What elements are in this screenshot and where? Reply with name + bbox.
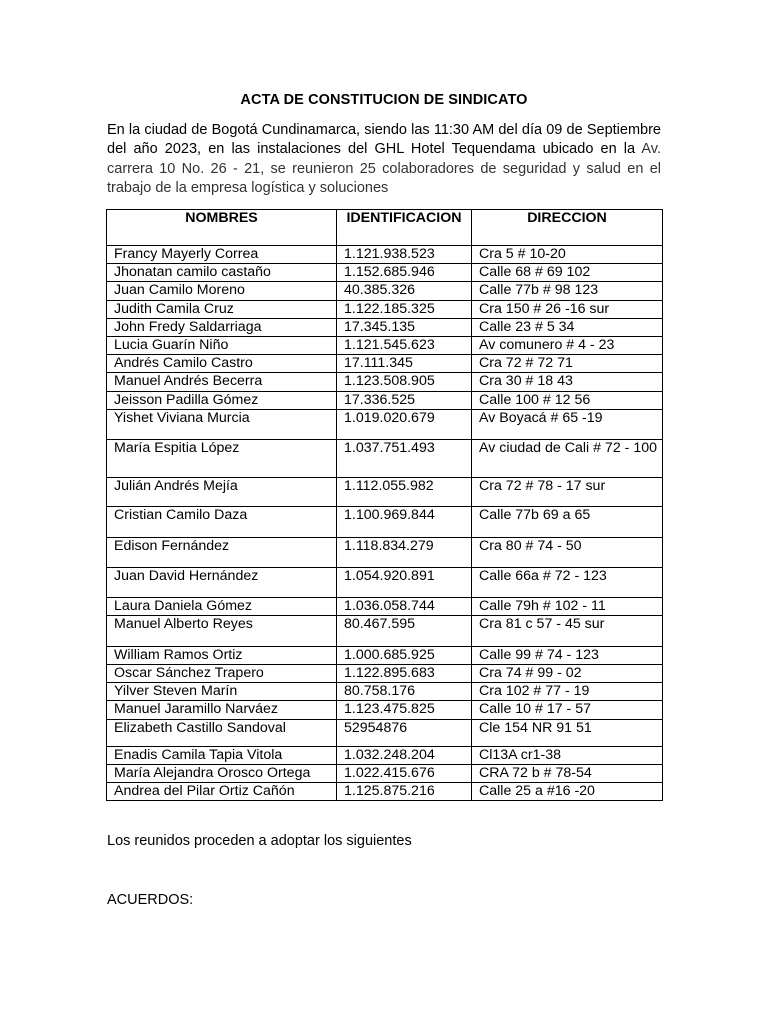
cell-name: Juan David Hernández xyxy=(107,567,337,598)
table-row xyxy=(107,264,663,282)
table-row xyxy=(107,439,663,477)
cell-name: Yishet Viviana Murcia xyxy=(107,409,337,439)
cell-name: Elizabeth Castillo Sandoval xyxy=(107,719,337,746)
table-row xyxy=(107,282,663,300)
cell-name: Francy Mayerly Correa xyxy=(107,246,337,264)
cell-address: Cra 102 # 77 - 19 xyxy=(472,683,663,701)
cell-address: Calle 100 # 12 56 xyxy=(472,391,663,409)
cell-name: Juan Camilo Moreno xyxy=(107,282,337,300)
cell-address: Calle 79h # 102 - 11 xyxy=(472,598,663,616)
cell-address: Av Boyacá # 65 -19 xyxy=(472,409,663,439)
table-row xyxy=(107,616,663,647)
cell-name: Cristian Camilo Daza xyxy=(107,507,337,538)
cell-name: William Ramos Ortiz xyxy=(107,646,337,664)
cell-address: Av ciudad de Cali # 72 - 100 xyxy=(472,439,663,477)
cell-id: 1.122.185.325 xyxy=(337,300,472,318)
cell-name: Andrés Camilo Castro xyxy=(107,355,337,373)
cell-address: Calle 99 # 74 - 123 xyxy=(472,646,663,664)
cell-id: 80.758.176 xyxy=(337,683,472,701)
cell-name: Oscar Sánchez Trapero xyxy=(107,665,337,683)
cell-name: Yilver Steven Marín xyxy=(107,683,337,701)
cell-name: Lucia Guarín Niño xyxy=(107,336,337,354)
cell-address: Cle 154 NR 91 51 xyxy=(472,719,663,746)
cell-id: 17.345.135 xyxy=(337,318,472,336)
cell-address: Cra 72 # 78 - 17 sur xyxy=(472,477,663,507)
cell-address: Cra 72 # 72 71 xyxy=(472,355,663,373)
table-row xyxy=(107,746,663,764)
cell-address: Cra 80 # 74 - 50 xyxy=(472,537,663,567)
cell-address: Cra 74 # 99 - 02 xyxy=(472,665,663,683)
header-direccion: DIRECCION xyxy=(472,210,663,246)
cell-address: Cra 150 # 26 -16 sur xyxy=(472,300,663,318)
cell-address: Cra 5 # 10-20 xyxy=(472,246,663,264)
cell-name: Manuel Alberto Reyes xyxy=(107,616,337,647)
cell-id: 17.336.525 xyxy=(337,391,472,409)
cell-address: Cra 81 c 57 - 45 sur xyxy=(472,616,663,647)
cell-id: 1.032.248.204 xyxy=(337,746,472,764)
cell-name: John Fredy Saldarriaga xyxy=(107,318,337,336)
header-nombres: NOMBRES xyxy=(107,210,337,246)
cell-name: Manuel Jaramillo Narváez xyxy=(107,701,337,719)
cell-id: 1.054.920.891 xyxy=(337,567,472,598)
table-row xyxy=(107,598,663,616)
cell-address: Av comunero # 4 - 23 xyxy=(472,336,663,354)
cell-id: 1.100.969.844 xyxy=(337,507,472,538)
table-row xyxy=(107,567,663,598)
acuerdos-heading: ACUERDOS: xyxy=(107,892,194,908)
cell-address: Calle 25 a #16 -20 xyxy=(472,783,663,801)
cell-id: 1.037.751.493 xyxy=(337,439,472,477)
cell-name: Laura Daniela Gómez xyxy=(107,598,337,616)
cell-address: Calle 66a # 72 - 123 xyxy=(472,567,663,598)
cell-address: Calle 77b # 98 123 xyxy=(472,282,663,300)
cell-name: Julián Andrés Mejía xyxy=(107,477,337,507)
cell-id: 1.121.545.623 xyxy=(337,336,472,354)
table-row xyxy=(107,665,663,683)
table-row xyxy=(107,246,663,264)
table-row xyxy=(107,318,663,336)
table-header-row xyxy=(107,210,663,246)
intro-main-text: En la ciudad de Bogotá Cundinamarca, siendo las 11:30 AM del día 09 de Septiembre del año 2023, en las instalaciones del GHL Hotel Tequendama ubicado en la xyxy=(107,122,661,158)
cell-id: 1.000.685.925 xyxy=(337,646,472,664)
cell-id: 1.122.895.683 xyxy=(337,665,472,683)
intro-tail-text: Av. carrera 10 No. 26 - 21, se reunieron 25 colaboradores de seguridad y salud en el trabajo de la empresa logística y soluciones xyxy=(107,141,661,196)
cell-name: Andrea del Pilar Ortiz Cañón xyxy=(107,783,337,801)
cell-id: 80.467.595 xyxy=(337,616,472,647)
cell-address: Calle 68 # 69 102 xyxy=(472,264,663,282)
table-row xyxy=(107,719,663,746)
cell-address: Cl13A cr1-38 xyxy=(472,746,663,764)
cell-id: 40.385.326 xyxy=(337,282,472,300)
cell-id: 1.118.834.279 xyxy=(337,537,472,567)
cell-name: Jeisson Padilla Gómez xyxy=(107,391,337,409)
cell-name: Enadis Camila Tapia Vitola xyxy=(107,746,337,764)
members-table xyxy=(106,209,663,801)
cell-id: 1.123.508.905 xyxy=(337,373,472,391)
document-title: ACTA DE CONSTITUCION DE SINDICATO xyxy=(240,92,528,108)
table-row xyxy=(107,507,663,538)
table-row xyxy=(107,373,663,391)
cell-name: Manuel Andrés Becerra xyxy=(107,373,337,391)
table-row xyxy=(107,391,663,409)
cell-id: 1.123.475.825 xyxy=(337,701,472,719)
table-row xyxy=(107,764,663,782)
cell-id: 1.152.685.946 xyxy=(337,264,472,282)
table-row xyxy=(107,683,663,701)
cell-address: Cra 30 # 18 43 xyxy=(472,373,663,391)
cell-id: 1.121.938.523 xyxy=(337,246,472,264)
table-row xyxy=(107,646,663,664)
table-row xyxy=(107,701,663,719)
cell-address: CRA 72 b # 78-54 xyxy=(472,764,663,782)
closing-paragraph: Los reunidos proceden a adoptar los siguientes xyxy=(107,833,412,849)
table-row xyxy=(107,336,663,354)
table-row xyxy=(107,783,663,801)
cell-name: María Espitia López xyxy=(107,439,337,477)
cell-id: 1.036.058.744 xyxy=(337,598,472,616)
table-row xyxy=(107,409,663,439)
cell-name: María Alejandra Orosco Ortega xyxy=(107,764,337,782)
table-row xyxy=(107,477,663,507)
cell-id: 17.111.345 xyxy=(337,355,472,373)
cell-address: Calle 77b 69 a 65 xyxy=(472,507,663,538)
table-row xyxy=(107,355,663,373)
cell-id: 1.022.415.676 xyxy=(337,764,472,782)
header-identificacion: IDENTIFICACION xyxy=(337,210,472,246)
cell-id: 1.112.055.982 xyxy=(337,477,472,507)
cell-name: Judith Camila Cruz xyxy=(107,300,337,318)
table-row xyxy=(107,537,663,567)
cell-id: 1.019.020.679 xyxy=(337,409,472,439)
intro-paragraph xyxy=(107,121,661,198)
cell-address: Calle 23 # 5 34 xyxy=(472,318,663,336)
cell-name: Jhonatan camilo castaño xyxy=(107,264,337,282)
cell-name: Edison Fernández xyxy=(107,537,337,567)
cell-id: 52954876 xyxy=(337,719,472,746)
table-row xyxy=(107,300,663,318)
cell-id: 1.125.875.216 xyxy=(337,783,472,801)
cell-address: Calle 10 # 17 - 57 xyxy=(472,701,663,719)
